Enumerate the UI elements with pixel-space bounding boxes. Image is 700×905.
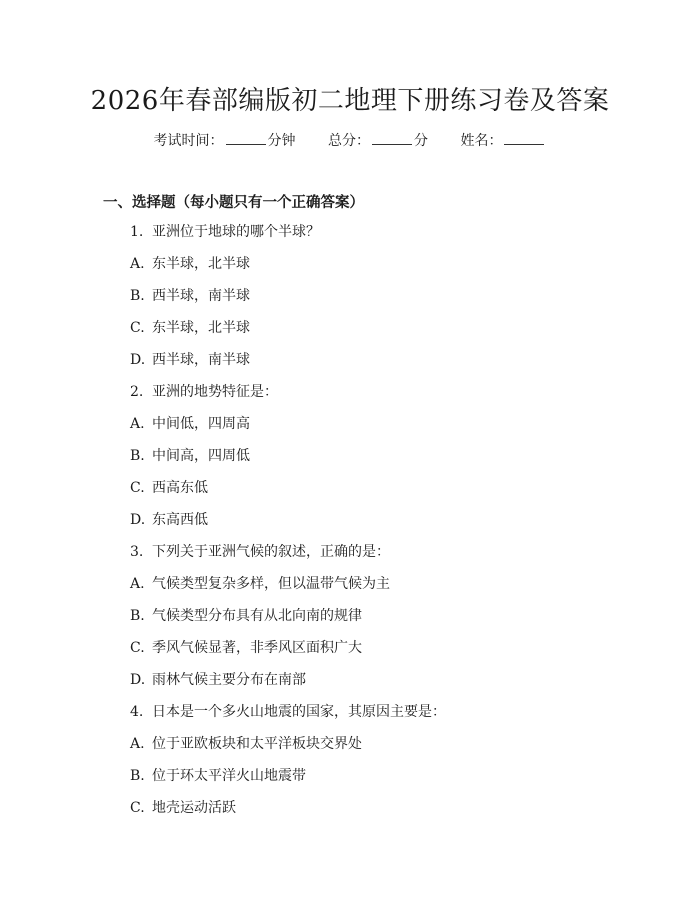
option-label: D. [130, 512, 146, 528]
question-1 [130, 222, 446, 254]
student-name-field [460, 133, 546, 149]
option-4a [130, 734, 446, 766]
option-4b [130, 766, 446, 798]
option-label: A. [130, 736, 145, 752]
option-label: A. [130, 576, 145, 592]
option-text: 气候类型复杂多样，但以温带气候为主 [152, 576, 390, 592]
option-3a [130, 574, 446, 606]
option-text: 东半球，北半球 [152, 320, 250, 336]
total-score-blank [372, 132, 412, 145]
option-label: B. [130, 768, 145, 784]
total-score-field [328, 133, 432, 149]
option-label: A. [130, 256, 145, 272]
question-text: 亚洲的地势特征是： [152, 384, 278, 400]
student-name-blank [504, 132, 544, 145]
option-text: 西半球，南半球 [152, 288, 250, 304]
option-label: B. [130, 448, 145, 464]
option-2a [130, 414, 446, 446]
option-label: C. [130, 480, 145, 496]
option-label: B. [130, 288, 145, 304]
option-label: A. [130, 416, 145, 432]
option-label: C. [130, 800, 145, 816]
option-2d [130, 510, 446, 542]
question-text: 亚洲位于地球的哪个半球？ [152, 224, 320, 240]
option-4c [130, 798, 446, 830]
exam-time-unit: 分钟 [267, 133, 296, 149]
option-3d [130, 670, 446, 702]
option-label: C. [130, 640, 145, 656]
page-title: 2026年春部编版初二地理下册练习卷及答案 [90, 86, 610, 116]
option-label: B. [130, 608, 145, 624]
option-label: D. [130, 672, 146, 688]
option-label: D. [130, 352, 146, 368]
question-text: 日本是一个多火山地震的国家，其原因主要是： [152, 704, 446, 720]
exam-time-field [154, 133, 300, 149]
option-text: 东高西低 [152, 512, 208, 528]
exam-info [0, 130, 700, 150]
option-label: C. [130, 320, 145, 336]
option-1c [130, 318, 446, 350]
option-text: 东半球，北半球 [152, 256, 250, 272]
total-score-unit: 分 [414, 133, 428, 149]
option-text: 西高东低 [152, 480, 208, 496]
option-2c [130, 478, 446, 510]
question-number: 2. [130, 384, 144, 400]
option-text: 中间高，四周低 [152, 448, 250, 464]
option-text: 西半球，南半球 [152, 352, 250, 368]
option-3b [130, 606, 446, 638]
question-text: 下列关于亚洲气候的叙述，正确的是： [152, 544, 390, 560]
question-list [130, 222, 446, 830]
question-3 [130, 542, 446, 574]
option-3c [130, 638, 446, 670]
option-text: 雨林气候主要分布在南部 [152, 672, 306, 688]
option-text: 季风气候显著，非季风区面积广大 [152, 640, 362, 656]
question-number: 1. [130, 224, 144, 240]
option-1a [130, 254, 446, 286]
total-score-label: 总分： [328, 133, 370, 149]
student-name-label: 姓名： [460, 133, 503, 149]
question-number: 3. [130, 544, 144, 560]
option-2b [130, 446, 446, 478]
section-heading: 一、选择题（每小题只有一个正确答案） [103, 194, 364, 211]
option-text: 位于亚欧板块和太平洋板块交界处 [152, 736, 362, 752]
option-1b [130, 286, 446, 318]
option-text: 气候类型分布具有从北向南的规律 [152, 608, 362, 624]
exam-time-label: 考试时间： [153, 133, 224, 149]
option-text: 位于环太平洋火山地震带 [152, 768, 306, 784]
question-4 [130, 702, 446, 734]
option-1d [130, 350, 446, 382]
option-text: 中间低，四周高 [152, 416, 250, 432]
option-text: 地壳运动活跃 [152, 800, 236, 816]
question-2 [130, 382, 446, 414]
question-number: 4. [130, 704, 144, 720]
exam-time-blank [226, 132, 266, 145]
